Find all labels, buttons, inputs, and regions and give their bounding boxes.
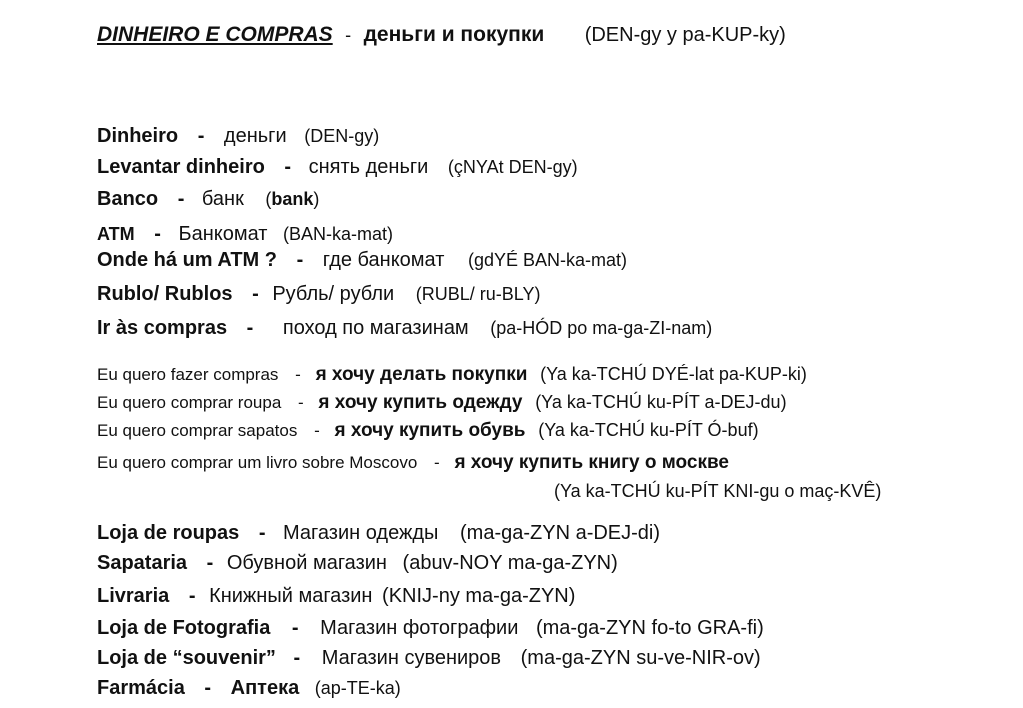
shop-portuguese: Loja de roupas: [97, 522, 240, 544]
vocab-russian: банк: [201, 188, 244, 210]
vocab-row: [97, 250, 627, 270]
shop-row: [97, 618, 764, 638]
vocab-row: [97, 224, 393, 244]
shop-portuguese: Sapataria: [97, 552, 188, 574]
separator: -: [295, 365, 301, 384]
vocab-russian: Рубль/ рубли: [272, 283, 395, 305]
shop-pronunciation: (abuv-NOY ma-ga-ZYN): [402, 552, 618, 574]
vocab-row: [97, 318, 712, 338]
shop-russian: Аптека: [230, 677, 300, 699]
separator: -: [204, 677, 212, 699]
phrase-pronunciation: (Ya ka-TCHÚ ku-PÍT Ó-buf): [538, 420, 759, 440]
vocab-russian: деньги: [223, 125, 287, 147]
shop-row: [97, 586, 575, 606]
phrase-russian: я хочу купить одежду: [318, 392, 523, 413]
separator: -: [246, 317, 254, 339]
phrase-russian: я хочу купить книгу о москве: [454, 452, 729, 473]
separator: -: [206, 552, 214, 574]
vocab-russian: Банкомат: [178, 223, 268, 245]
shop-russian: Магазин сувениров: [321, 647, 502, 669]
shop-pronunciation: (ma-ga-ZYN fo-to GRA-fi): [535, 617, 764, 639]
shop-pronunciation: (ma-ga-ZYN a-DEJ-di): [460, 522, 661, 544]
phrase-russian: я хочу делать покупки: [315, 364, 528, 385]
separator: -: [188, 585, 196, 607]
shop-row: [97, 553, 618, 573]
separator: -: [197, 125, 205, 147]
shop-portuguese: Loja de “souvenir”: [97, 647, 276, 669]
shop-russian: Магазин фотографии: [320, 617, 519, 639]
shop-pronunciation: (ma-ga-ZYN su-ve-NIR-ov): [520, 647, 761, 669]
vocab-portuguese: Ir às compras: [97, 317, 228, 339]
separator: -: [291, 617, 299, 639]
shop-row: [97, 678, 401, 698]
vocab-pronunciation: (RUBL/ ru-BLY): [415, 284, 541, 304]
separator: -: [154, 223, 161, 245]
vocab-russian: поход по магазинам: [282, 317, 469, 339]
phrase-pronunciation: (Ya ka-TCHÚ ku-PÍT a-DEJ-du): [535, 392, 787, 412]
title-dash: -: [345, 25, 352, 45]
separator: -: [252, 283, 259, 305]
title-russian: деньги и покупки: [363, 23, 545, 46]
vocab-portuguese: Banco: [97, 188, 159, 210]
vocab-row: [97, 157, 578, 177]
title-portuguese: DINHEIRO E COMPRAS: [97, 23, 333, 46]
shop-row: [97, 523, 660, 543]
shop-pronunciation: (ap-TE-ka): [314, 678, 401, 698]
separator: -: [177, 188, 185, 210]
shop-russian: Обувной магазин: [226, 552, 387, 574]
phrase-row: [97, 393, 787, 412]
vocab-portuguese: Levantar dinheiro: [97, 156, 265, 178]
vocab-portuguese: ATM: [97, 224, 135, 244]
separator: -: [258, 522, 266, 544]
separator: -: [298, 393, 304, 412]
shop-pronunciation: (KNIJ-ny ma-ga-ZYN): [382, 585, 576, 607]
vocab-pronunciation: (gdYÉ BAN-ka-mat): [467, 250, 628, 270]
phrase-pronunciation: (Ya ka-TCHÚ ku-PÍT KNI-gu o maç-KVÊ): [554, 481, 882, 501]
vocab-portuguese: Dinheiro: [97, 125, 179, 147]
separator: -: [293, 647, 301, 669]
phrase-portuguese: Eu quero comprar um livro sobre Moscovo: [97, 453, 418, 472]
shop-russian: Книжный магазин: [209, 585, 373, 607]
separator: -: [296, 249, 304, 271]
shop-portuguese: Livraria: [97, 585, 170, 607]
phrase-row: [97, 453, 729, 472]
vocab-portuguese: Onde há um ATM ?: [97, 249, 277, 271]
vocab-pronunciation: (pa-HÓD po ma-ga-ZI-nam): [490, 318, 713, 338]
phrase-row: [97, 421, 759, 440]
vocab-russian: где банкомат: [322, 249, 445, 271]
shop-portuguese: Farmácia: [97, 677, 185, 699]
vocab-pronunciation: (DEN-gy): [304, 126, 380, 146]
phrase-russian: я хочу купить обувь: [334, 420, 526, 441]
separator: -: [314, 421, 320, 440]
separator: -: [284, 156, 292, 178]
title-pronunciation: (DEN-gy y pa-KUP-ky): [584, 24, 786, 46]
phrase-portuguese: Eu quero comprar roupa: [97, 393, 282, 412]
vocab-pronunciation: (çNYAt DEN-gy): [447, 157, 578, 177]
vocab-pronunciation: (bank): [265, 189, 320, 209]
vocab-row: [97, 126, 379, 146]
shop-russian: Магазин одежды: [283, 522, 439, 544]
separator: -: [434, 453, 440, 472]
vocab-portuguese: Rublo/ Rublos: [97, 283, 233, 305]
vocab-row: [97, 189, 319, 209]
phrase-pronunciation: (Ya ka-TCHÚ DYÉ-lat pa-KUP-ki): [540, 364, 807, 384]
vocab-row: [97, 284, 540, 304]
vocab-pronunciation: (BAN-ka-mat): [283, 224, 394, 244]
phrase-portuguese: Eu quero fazer compras: [97, 365, 279, 384]
page-title: [97, 24, 786, 45]
phrase-portuguese: Eu quero comprar sapatos: [97, 421, 298, 440]
phrase-row: [97, 365, 807, 384]
vocab-russian: снять деньги: [308, 156, 429, 178]
shop-portuguese: Loja de Fotografia: [97, 617, 271, 639]
shop-row: [97, 648, 761, 668]
